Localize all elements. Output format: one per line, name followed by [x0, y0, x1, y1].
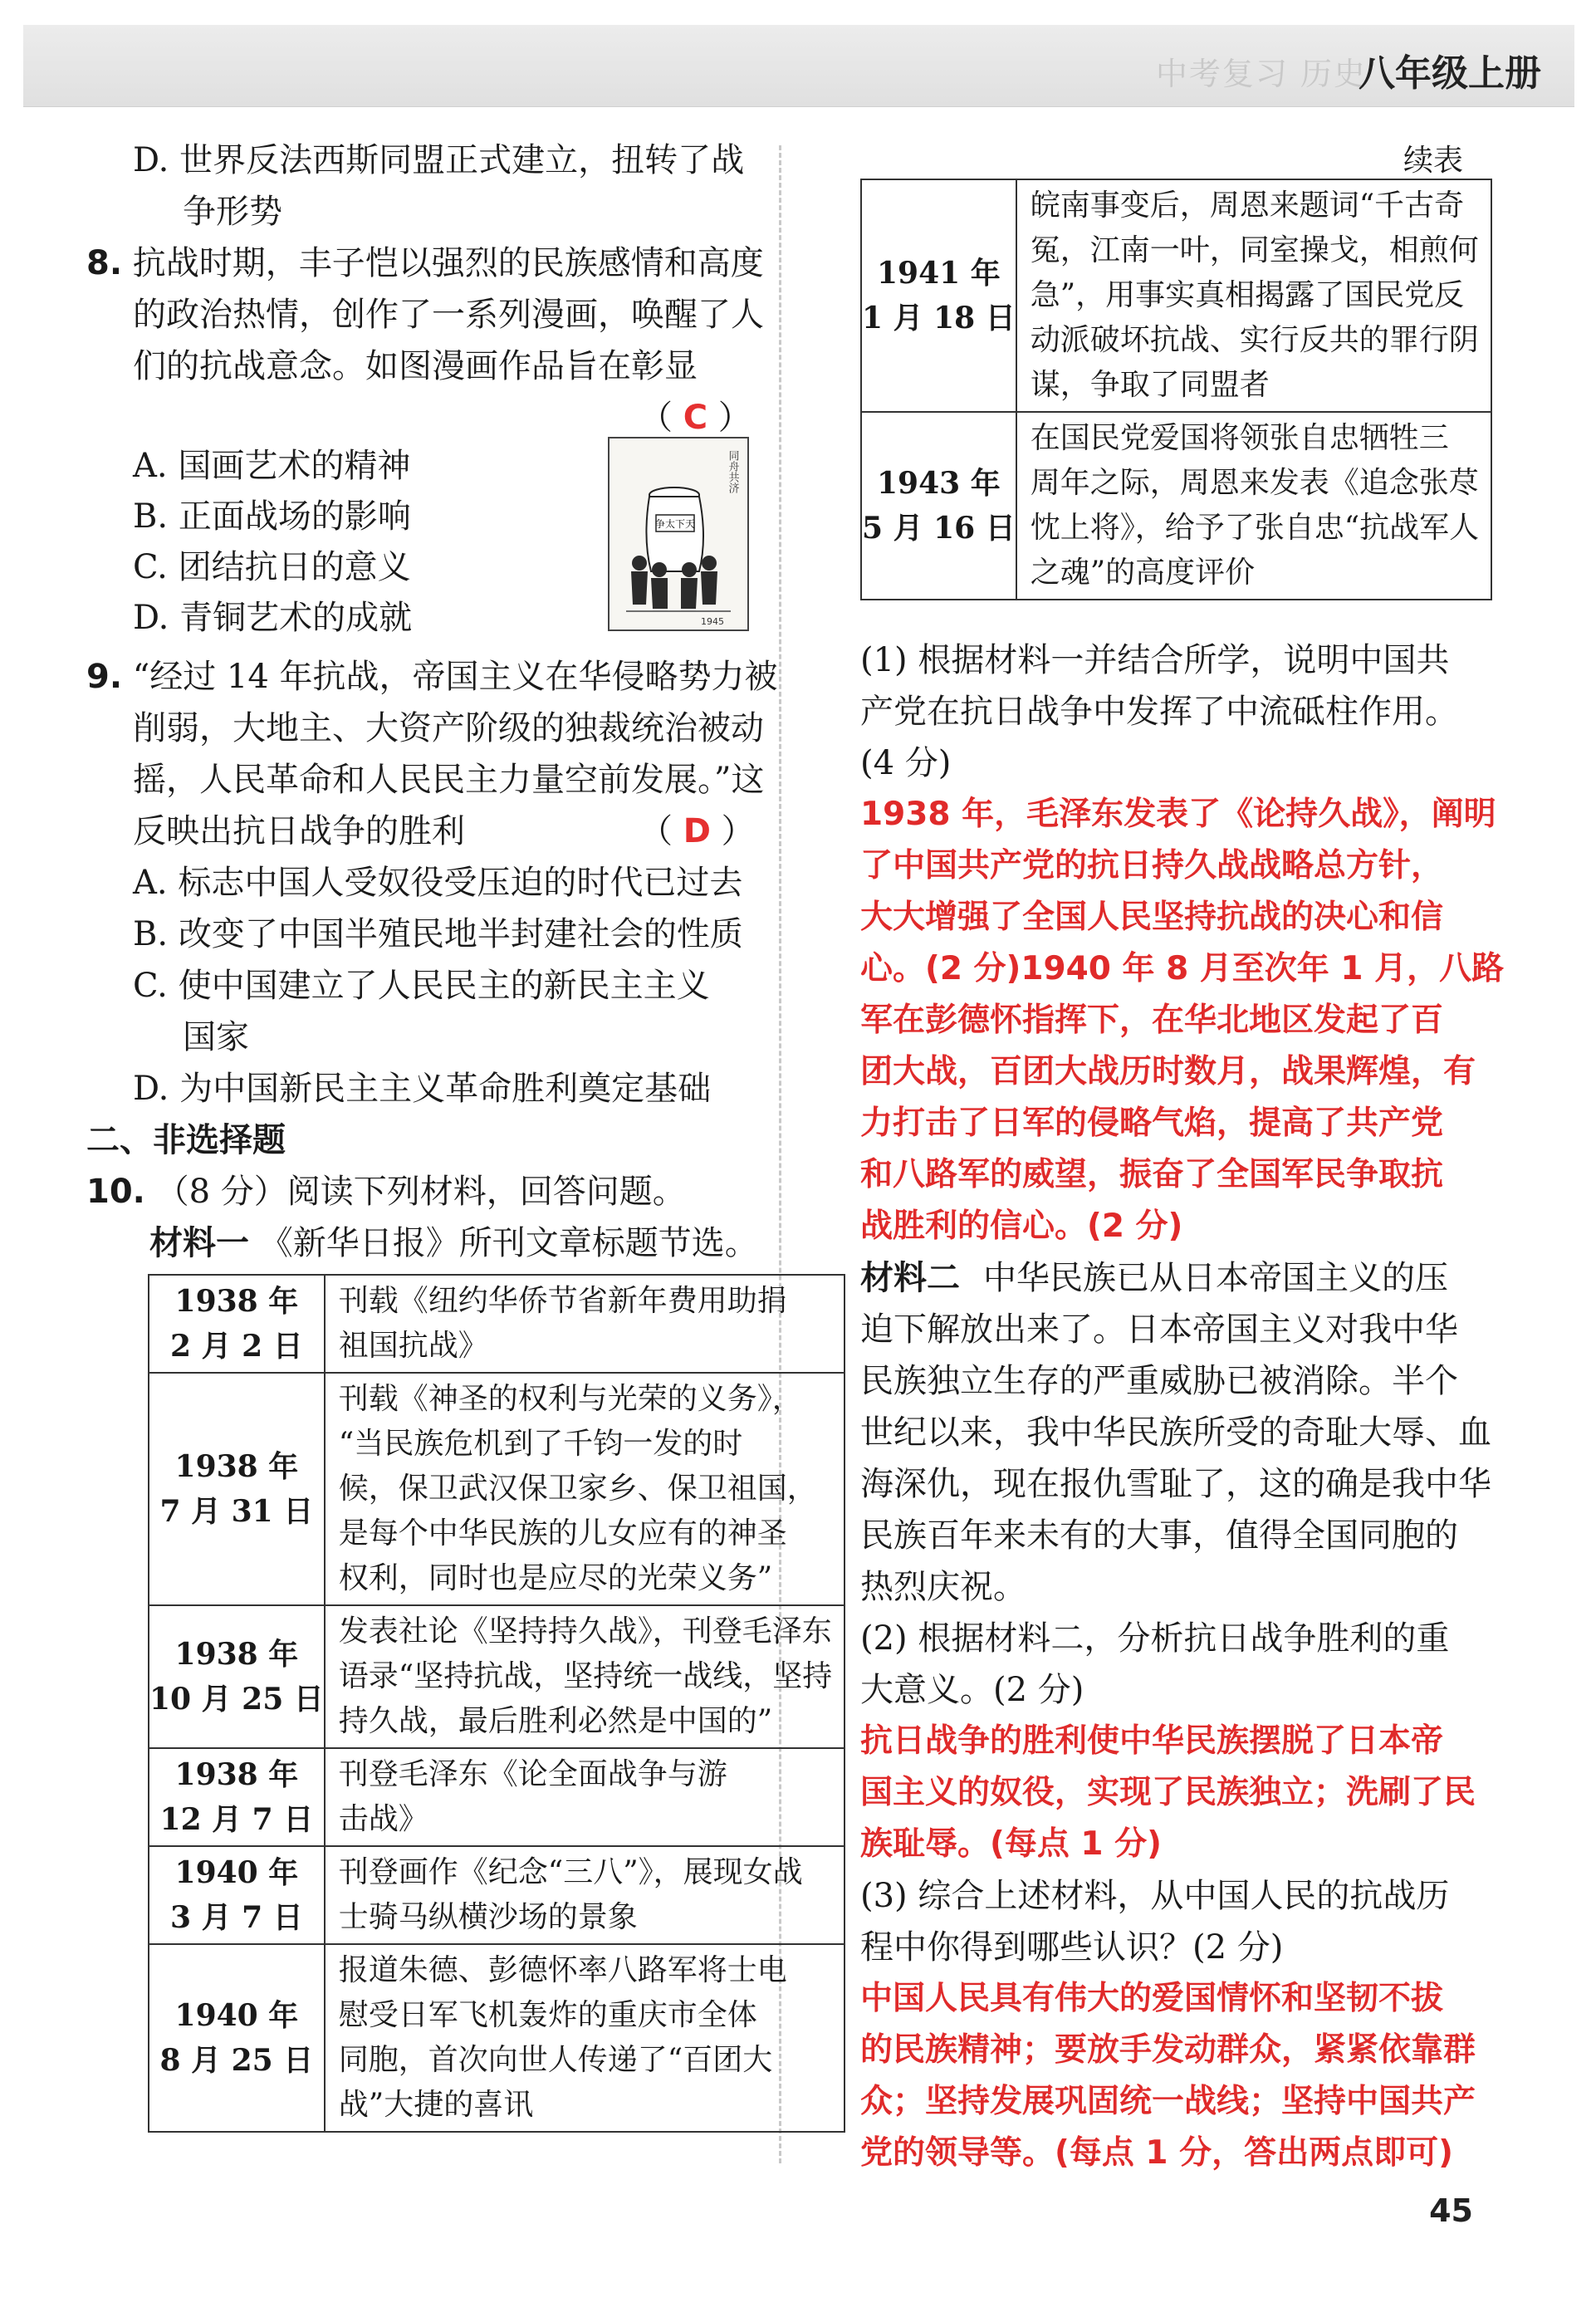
date-line: 8 月 25 日: [159, 2043, 314, 2078]
q8-paren-open: （: [639, 399, 673, 437]
sub2-question-line: 大意义。(2 分): [860, 1671, 1084, 1709]
content-line: 忱上将》，给予了张自忠“抗战军人: [1030, 511, 1480, 545]
material2-label: 材料二: [860, 1259, 960, 1297]
content-line: 发表社论《坚持持久战》，刊登毛泽东: [338, 1614, 832, 1648]
content-cell: [325, 1846, 845, 1944]
jar-label: 争太下天: [654, 518, 696, 530]
cartoon-year: 1945: [701, 616, 724, 627]
material2-text-line: 民族百年来未有的大事，值得全国同胞的: [860, 1516, 1458, 1555]
sub1-question-line: (1) 根据材料一并结合所学，说明中国共: [860, 641, 1450, 679]
date-cell: [149, 1846, 325, 1944]
material1-text: 《新华日报》所刊文章标题节选。: [259, 1224, 758, 1262]
content-line: 刊登画作《纪念“三八”》，展现女战: [338, 1855, 803, 1889]
table-row: [861, 179, 1491, 412]
table-row: [149, 1944, 845, 2132]
q10-number: 10.: [86, 1173, 145, 1211]
q8-number: 8.: [86, 244, 123, 282]
date-cell: [861, 412, 1016, 600]
q9-option-b: B. 改变了中国半殖民地半封建社会的性质: [133, 915, 743, 953]
header-grade-label: 八年级上册: [1359, 52, 1541, 95]
content-cell: [325, 1944, 845, 2132]
q8-answer-bracket: [639, 397, 751, 438]
sub3-answer-line: 的民族精神；要放手发动群众，紧紧依靠群: [860, 2031, 1476, 2069]
date-line: 1940 年: [174, 1998, 299, 2033]
page-number: 45: [1429, 2192, 1473, 2229]
content-line: 语录“坚持抗战，坚持统一战线，坚持: [338, 1659, 833, 1693]
content-cell: [1016, 179, 1491, 412]
content-line: 是每个中华民族的儿女应有的神圣: [338, 1516, 787, 1550]
jar-body: [646, 497, 703, 571]
table-row: [149, 1748, 845, 1846]
date-cell: [149, 1605, 325, 1748]
q9-number: 9.: [86, 658, 123, 696]
header-faded-title: 中考复习 历史: [1155, 56, 1367, 92]
sub1-question-line: (4 分): [860, 744, 952, 782]
content-line: 冤，江南一叶，同室操戈，相煎何: [1030, 233, 1479, 267]
date-line: 2 月 2 日: [170, 1329, 303, 1364]
date-cell: [149, 1373, 325, 1605]
sub3-answer-line: 众；坚持发展巩固统一战线；坚持中国共产: [860, 2083, 1476, 2120]
material1-label: 材料一: [149, 1224, 249, 1262]
q8-option-c: C. 团结抗日的意义: [133, 548, 411, 586]
q9-paren-open: （: [639, 812, 673, 850]
content-line: 周年之际，周恩来发表《追念张荩: [1030, 466, 1479, 500]
material2-text-line: 中华民族已从日本帝国主义的压: [983, 1259, 1448, 1297]
material1-line: [149, 1222, 758, 1264]
material2-text-line: 热烈庆祝。: [860, 1568, 1026, 1606]
q8-line1: [86, 242, 764, 284]
content-line: 谋，争取了同盟者: [1030, 368, 1270, 402]
sub1-answer-line: 军在彭德怀指挥下，在华北地区发起了百: [860, 1002, 1444, 1039]
date-line: 7 月 31 日: [159, 1494, 314, 1529]
date-line: 12 月 7 日: [159, 1802, 314, 1837]
sub2-question-line: (2) 根据材料二，分析抗日战争胜利的重: [860, 1619, 1450, 1658]
q9-option-c-cont: 国家: [183, 1018, 249, 1056]
q9-answer-bracket: [639, 811, 755, 852]
date-line: 1943 年: [877, 466, 1001, 501]
sub1-answer-line: 大大增强了全国人民坚持抗战的决心和信: [860, 899, 1444, 936]
date-cell: [149, 1748, 325, 1846]
q9-paren-close: ）: [721, 812, 755, 850]
content-line: 刊载《纽约华侨节省新年费用助捐: [338, 1284, 787, 1318]
content-line: 候，保卫武汉保卫家乡、保卫祖国，: [338, 1472, 817, 1506]
q7-option-d-line2: 争形势: [183, 193, 282, 231]
content-cell: [1016, 412, 1491, 600]
q8-option-b: B. 正面战场的影响: [133, 497, 411, 536]
q8-answer: C: [683, 399, 708, 437]
content-line: 士骑马纵横沙场的景象: [338, 1900, 638, 1934]
content-line: “当民族危机到了千钧一发的时: [338, 1427, 743, 1461]
sub3-answer-line: 党的领导等。(每点 1 分，答出两点即可): [860, 2134, 1453, 2172]
date-line: 1940 年: [174, 1855, 299, 1890]
content-line: 持久战，最后胜利必然是中国的”: [338, 1704, 773, 1738]
section-2-title: 二、非选择题: [86, 1121, 286, 1159]
cartoon-drawing: [610, 438, 747, 629]
date-cell: [149, 1944, 325, 2132]
date-line: 1938 年: [174, 1284, 299, 1319]
table-row: [149, 1275, 845, 1373]
sub1-answer-line: 心。(2 分)1940 年 8 月至次年 1 月，八路: [860, 950, 1505, 987]
date-line: 1938 年: [174, 1757, 299, 1792]
date-line: 1941 年: [877, 256, 1001, 291]
q9-option-a: A. 标志中国人受奴役受压迫的时代已过去: [133, 864, 743, 902]
sub1-question-line: 产党在抗日战争中发挥了中流砥柱作用。: [860, 693, 1458, 731]
content-line: 刊登毛泽东《论全面战争与游: [338, 1757, 727, 1791]
content-line: 战”大捷的喜讯: [338, 2088, 534, 2122]
sub3-answer-line: 中国人民具有伟大的爱国情怀和坚韧不拔: [860, 1980, 1444, 2017]
content-line: 动派破坏抗战、实行反共的罪行阴: [1030, 323, 1479, 357]
content-line: 刊载《神圣的权利与光荣的义务》，: [338, 1382, 802, 1416]
content-line: 报道朱德、彭德怀率八路军将士电: [338, 1953, 787, 1987]
q9-stem-2: 削弱，大地主、大资产阶级的独裁统治被动: [133, 709, 764, 747]
sub2-answer-line: 抗日战争的胜利使中华民族摆脱了日本帝: [860, 1722, 1444, 1760]
content-line: 慰受日军飞机轰炸的重庆市全体: [338, 1998, 757, 2032]
material2-text-line: 迫下解放出来了。日本帝国主义对我中华: [860, 1310, 1458, 1349]
q8-option-a: A. 国画艺术的精神: [133, 447, 411, 485]
q8-stem-2: 的政治热情，创作了一系列漫画，唤醒了人: [133, 296, 764, 334]
continued-table-label: 续表: [1403, 144, 1464, 178]
content-line: 皖南事变后，周恩来题词“千古奇: [1030, 189, 1465, 223]
q8-option-d: D. 青铜艺术的成就: [133, 599, 413, 637]
date-line: 1938 年: [174, 1637, 299, 1672]
q9-stem-4: 反映出抗日战争的胜利: [133, 812, 465, 850]
sub1-answer-line: 1938 年，毛泽东发表了《论持久战》，阐明: [860, 796, 1496, 833]
content-line: 权利，同时也是应尽的光荣义务”: [338, 1561, 773, 1595]
date-line: 10 月 25 日: [149, 1682, 324, 1717]
content-line: 之魂”的高度评价: [1030, 556, 1256, 590]
q8-paren-close: ）: [717, 399, 751, 437]
content-cell: [325, 1275, 845, 1373]
content-cell: [325, 1373, 845, 1605]
q9-stem-3: 摇，人民革命和人民民主力量空前发展。”这: [133, 761, 765, 799]
sub1-answer-line: 力打击了日军的侵略气焰，提高了共产党: [860, 1105, 1444, 1142]
table-row: [149, 1605, 845, 1748]
sub1-answer-line: 了中国共产党的抗日持久战战略总方针，: [860, 847, 1444, 884]
date-line: 3 月 7 日: [170, 1900, 303, 1935]
table-row: [861, 412, 1491, 600]
content-line: 在国民党爱国将领张自忠牺牲三: [1030, 421, 1449, 455]
content-cell: [325, 1748, 845, 1846]
q8-stem-1: 抗战时期，丰子恺以强烈的民族感情和高度: [132, 244, 764, 282]
cartoon-caption: 同舟共济: [726, 450, 739, 493]
material2-text-line: 世纪以来，我中华民族所受的奇耻大辱、血: [860, 1413, 1491, 1452]
q7-option-d-line1: D. 世界反法西斯同盟正式建立，扭转了战: [133, 141, 745, 179]
cartoon-illustration: [608, 437, 749, 631]
sub2-answer-line: 族耻辱。(每点 1 分): [860, 1825, 1162, 1863]
date-line: 1938 年: [174, 1449, 299, 1484]
q8-stem-3: 们的抗战意念。如图漫画作品旨在彰显: [133, 347, 698, 385]
q10-intro-line: [86, 1171, 686, 1212]
q9-line1: [86, 656, 778, 698]
sub1-answer-line: 战胜利的信心。(2 分): [860, 1207, 1183, 1245]
material2-text-line: 海深仇，现在报仇雪耻了，这的确是我中华: [860, 1465, 1491, 1503]
date-cell: [861, 179, 1016, 412]
content-cell: [325, 1605, 845, 1748]
content-line: 祖国抗战》: [338, 1329, 488, 1363]
q9-answer: D: [683, 812, 711, 850]
sub3-question-line: 程中你得到哪些认识？(2 分): [860, 1928, 1284, 1967]
content-line: 击战》: [338, 1802, 428, 1836]
table-row: [149, 1846, 845, 1944]
q10-intro: （8 分）阅读下列材料，回答问题。: [155, 1173, 686, 1211]
material2-first-line: [860, 1257, 1448, 1299]
material1-table-continued: [860, 179, 1492, 600]
content-line: 同胞，首次向世人传递了“百团大: [338, 2043, 773, 2077]
table-row: [149, 1373, 845, 1605]
q9-stem-1: “经过 14 年抗战，帝国主义在华侵略势力被: [132, 658, 778, 696]
page-header: [23, 25, 1574, 107]
q9-option-c: C. 使中国建立了人民民主的新民主主义: [133, 967, 710, 1005]
material2-text-line: 民族独立生存的严重威胁已被消除。半个: [860, 1362, 1458, 1400]
sub2-answer-line: 国主义的奴役，实现了民族独立；洗刷了民: [860, 1774, 1476, 1811]
date-line: 1 月 18 日: [862, 301, 1016, 336]
material1-table: [148, 1274, 845, 2133]
sub1-answer-line: 和八路军的威望，振奋了全国军民争取抗: [860, 1156, 1444, 1193]
q9-option-d: D. 为中国新民主主义革命胜利奠定基础: [133, 1070, 712, 1108]
sub1-answer-line: 团大战，百团大战历时数月，战果辉煌，有: [860, 1053, 1476, 1090]
content-line: 急”，用事实真相揭露了国民党反: [1030, 278, 1465, 312]
sub3-question-line: (3) 综合上述材料，从中国人民的抗战历: [860, 1877, 1450, 1915]
date-line: 5 月 16 日: [862, 511, 1016, 546]
date-cell: [149, 1275, 325, 1373]
